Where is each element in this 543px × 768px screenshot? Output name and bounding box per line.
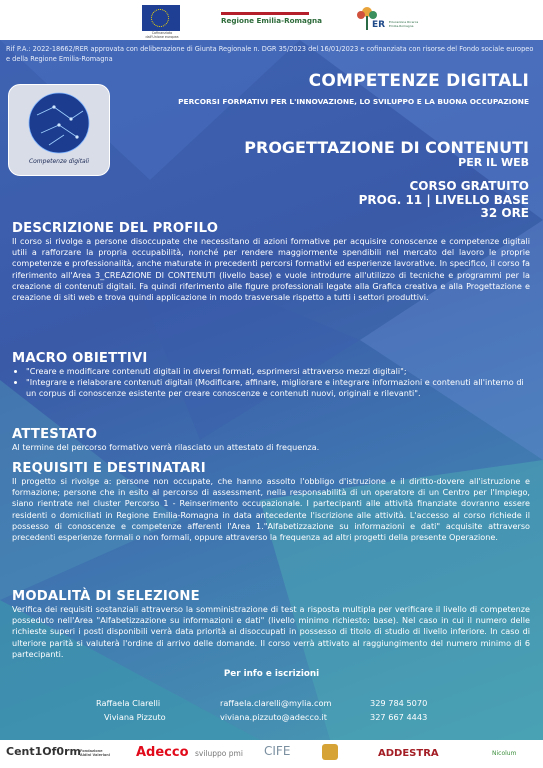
contact-phone-1[interactable]: 329 784 5070 <box>370 698 428 708</box>
competenze-logo <box>8 84 110 176</box>
attestato-heading: ATTESTATO <box>12 427 98 442</box>
eu-caption: Cofinanziato dall'Unione europea <box>145 31 179 39</box>
section-selezione <box>12 589 530 660</box>
requisiti-heading: REQUISITI E DESTINATARI <box>12 461 206 476</box>
region-logo-line <box>221 12 309 15</box>
section-obiettivi <box>12 351 530 400</box>
contact-phone-2[interactable]: 327 667 4443 <box>370 712 428 722</box>
contact-email-1[interactable]: raffaela.clarelli@mylia.com <box>220 698 332 708</box>
section-profilo <box>12 221 530 303</box>
partner-logo-adecco: Adecco <box>136 745 189 760</box>
list-item: • "Creare e modificare contenuti digitali in diversi formati, esprimersi attraverso mezzi digitali"; <box>26 366 530 377</box>
course-title: PROGETTAZIONE DI CONTENUTI <box>244 138 529 157</box>
contact-email-2[interactable]: viviana.pizzuto@adecco.it <box>220 712 327 722</box>
logo-caption: Competenze digitali <box>28 158 90 165</box>
reference-text: Rif P.A.: 2022-18662/RER approvata con deliberazione di Giunta Regionale n. DGR 35/2023 del 16/01/2023 e cofinanziata con risorse del Fondo sociale europeo e della Regione Emilia-Romagna <box>6 45 534 63</box>
header-logo-bar <box>0 0 543 40</box>
contact-name-1: Raffaela Clarelli <box>96 698 161 708</box>
program-title: COMPETENZE DIGITALI <box>308 71 529 91</box>
obiettivi-heading: MACRO OBIETTIVI <box>12 351 148 366</box>
requisiti-text: Il progetto si rivolge a: persone non occupate, che hanno assolto l'obbligo d'istruzione e il diritto-dovere all'istruzione e formazione; persone che in esito al percorso di assessment, nella responsabilità di un operatore di un Centro per l'Impiego, siano rientrate nel cluster Percorso 1 - Reinserimento occupazionale. I partecipanti alle attività finanziate dovranno essere residenti o domiciliati in Regione Emilia-Romagna in data antecedente l'iscrizione alle attività. L'accesso al corso richiede il possesso di conoscenze e competenze afferenti l'Area 1."Alfabetizzazione su informazioni e dati" acquisite attraverso precedenti esperienze formali o non formali, oppure attraverso la frequenza ad altri progetti della presente Operazione. <box>12 476 530 543</box>
region-logo: Regione Emilia-Romagna <box>221 16 322 25</box>
attestato-text: Al termine del percorso formativo verrà rilasciato un attestato di frequenza. <box>12 442 320 452</box>
profilo-heading: DESCRIZIONE DEL PROFILO <box>12 221 219 236</box>
partner-logo-addestra: ADDESTRA <box>378 748 439 759</box>
eu-flag-logo <box>142 5 180 31</box>
section-attestato <box>12 427 530 453</box>
partner-logo-centoform: Cent1Of0rm <box>6 745 81 758</box>
course-project-label: PROG. 11 | LIVELLO BASE <box>358 192 529 207</box>
partner-logo-cife: CIFE <box>264 744 291 758</box>
course-free-label: CORSO GRATUITO <box>409 179 529 193</box>
profilo-text: Il corso si rivolge a persone disoccupate che necessitano di azioni formative per acquisire conoscenze e competenze digitali utili a rafforzare la propria occupabilità, nonché per rendere maggiormente spendibili nel mercato del lavoro le proprie competenze e professionalità, anche maturate in precedenti percorsi formativi ed esperienze lavorative. In specifico, il corso fa riferimento all'Area 3_CREAZIONE DI CONTENUTI (livello base) e vuole introdurre all'utilizzo di tecniche e programmi per la creazione di contenuti digitali. Fa quindi riferimento alle figure professionali legate alla Grafica creativa e alla Progettazione e creazione di siti web e trova quindi applicazione in modo trasversale rispetto a tutti i settori produttivi. <box>12 236 530 303</box>
partner-logo-sviluppo-pmi: sviluppo pmi <box>195 749 243 758</box>
partner-logo-aldini: Fondazione Aldini Valeriani <box>80 749 110 757</box>
course-details <box>359 180 529 221</box>
list-item: • "Integrare e rielaborare contenuti digitali (Modificare, affinare, migliorare e integrare informazioni e contenuti all'interno di un corpus di conoscenze esistente per creare conoscenze e contenuti nuovi, originali e rilevanti". <box>26 377 530 399</box>
section-requisiti <box>12 461 530 543</box>
course-title-sub: PER IL WEB <box>458 156 529 169</box>
course-hours-label: 32 ORE <box>480 206 529 220</box>
obiettivi-list <box>12 366 530 400</box>
er-logo-text: ER <box>372 20 386 30</box>
partner-logo-badge <box>322 744 338 760</box>
partner-logo-nicolum: Nicolum <box>492 750 517 757</box>
contact-name-2: Viviana Pizzuto <box>104 712 166 722</box>
program-subtitle: PERCORSI FORMATIVI PER L'INNOVAZIONE, LO SVILUPPO E LA BUONA OCCUPAZIONE <box>178 97 529 106</box>
info-heading: Per info e iscrizioni <box>223 669 320 679</box>
er-caption: Educazione Ricerca Emilia-Romagna <box>389 20 419 28</box>
selezione-heading: MODALITÀ DI SELEZIONE <box>12 589 200 604</box>
selezione-text: Verifica dei requisiti sostanziali attraverso la somministrazione di test a risposta multipla per verificare il livello di competenze posseduto nell'Area "Alfabetizzazione su informazioni e dati" (livello minimo richiesto: base). Nel caso in cui il numero delle richieste superi i posti disponibili verrà data priorità ai disoccupati in possesso di titolo di studio di livello inferiore. In caso di ulteriore parità si valuterà l'ordine di arrivo delle domande. Il corso verrà attivato al raggiungimento del numero minimo di 6 partecipanti. <box>12 604 530 659</box>
partner-logo-bar <box>0 740 543 768</box>
